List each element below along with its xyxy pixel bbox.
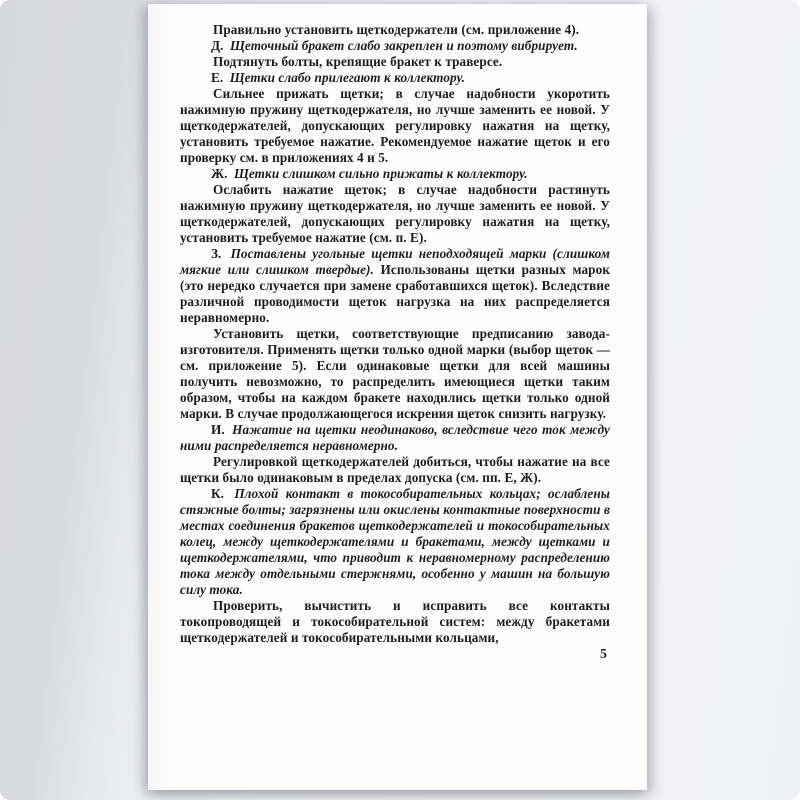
item-e-label: Е. <box>211 70 224 85</box>
item-d-fault-text: Щеточный бракет слабо закреплен и поэтому вибрирует. <box>229 38 578 53</box>
item-zh-label: Ж. <box>211 166 228 181</box>
item-z-fault-text: Поставлены угольные щетки неподходящей марки (слишком мягкие или слишком твердые). <box>180 246 610 277</box>
remedy-item-e: Сильнее прижать щетки; в случае надобности укоротить нажимную пружину щеткодержателя, но лучше заменить ее новой. У щеткодержателей, допускающих регулировку нажатия на щетку, установить требуемое нажатие. Рекомендуемое нажатие щеток и его проверку см. в приложениях 4 и 5. <box>180 86 610 165</box>
fault-item-d <box>180 38 610 54</box>
fault-item-k <box>180 486 610 598</box>
remedy-item-d: Подтянуть болты, крепящие бракет к траверсе. <box>213 54 503 69</box>
item-zh-fault-text: Щетки слишком сильно прижаты к коллектору. <box>233 166 528 181</box>
item-z-label: З. <box>211 246 222 261</box>
opening-paragraph: Правильно установить щеткодержатели (см. приложение 4). <box>213 22 580 37</box>
remedy-item-i: Регулировкой щеткодержателей добиться, чтобы нажатие на все щетки было одинаковым в пределах допуска (см. пп. Е, Ж). <box>180 454 610 485</box>
remedy-item-zh: Ослабить нажатие щеток; в случае надобности растянуть нажимную пружину щеткодержателя, но лучше заменить ее новой. У щеткодержателей, допускающих регулировку нажатия на щетку, установить требуемое нажатие (см. п. Е). <box>180 182 610 245</box>
fault-item-e <box>180 70 610 86</box>
item-k-fault-text: Плохой контакт в токособирательных кольцах; ослаблены стяжные болты; загрязнены или окислены контактные поверхности в местах соединения бракетов щеткодержателей и токособирательных колец, между щеткодержателями и бракетами, между щетками и щеткодержателями, что приводит к неравномерному распределению тока между отдельными стержнями, особенно у машин на большую силу тока. <box>180 486 610 597</box>
fault-item-i <box>180 422 610 454</box>
item-i-fault-text: Нажатие на щетки неодинаково, вследствие чего ток между ними распределяется неравномерно. <box>180 422 610 453</box>
item-d-label: Д. <box>211 38 224 53</box>
book-page <box>148 4 647 790</box>
item-z-fault-tail: Использованы щетки разных марок (это нередко случается при замене сработавшихся щеток). Вследствие различной проводимости щеток нагрузка на них распределяется неравномерно. <box>180 262 611 325</box>
item-k-label: К. <box>211 486 225 501</box>
item-i-label: И. <box>211 422 225 437</box>
item-e-fault-text: Щетки слабо прилегают к коллектору. <box>229 70 466 85</box>
page-number: 5 <box>600 646 607 661</box>
remedy-item-z: Установить щетки, соответствующие предписанию завода-изготовителя. Применять щетки только одной марки (выбор щеток — см. приложение 5). Если одинаковые щетки для всей машины получить невозможно, то распределить имеющиеся щетки таким образом, чтобы на каждом бракете находились щетки только одной марки. В случае продолжающегося искрения щеток снизить нагрузку. <box>180 326 610 421</box>
fault-item-zh <box>180 166 610 182</box>
fault-item-z <box>180 246 610 326</box>
remedy-item-k: Проверить, вычистить и исправить все контакты токопроводящей и токособирательной систем: между бракетами щеткодержателей и токособирательными кольцами, <box>180 598 610 645</box>
page-text-column <box>180 22 610 662</box>
